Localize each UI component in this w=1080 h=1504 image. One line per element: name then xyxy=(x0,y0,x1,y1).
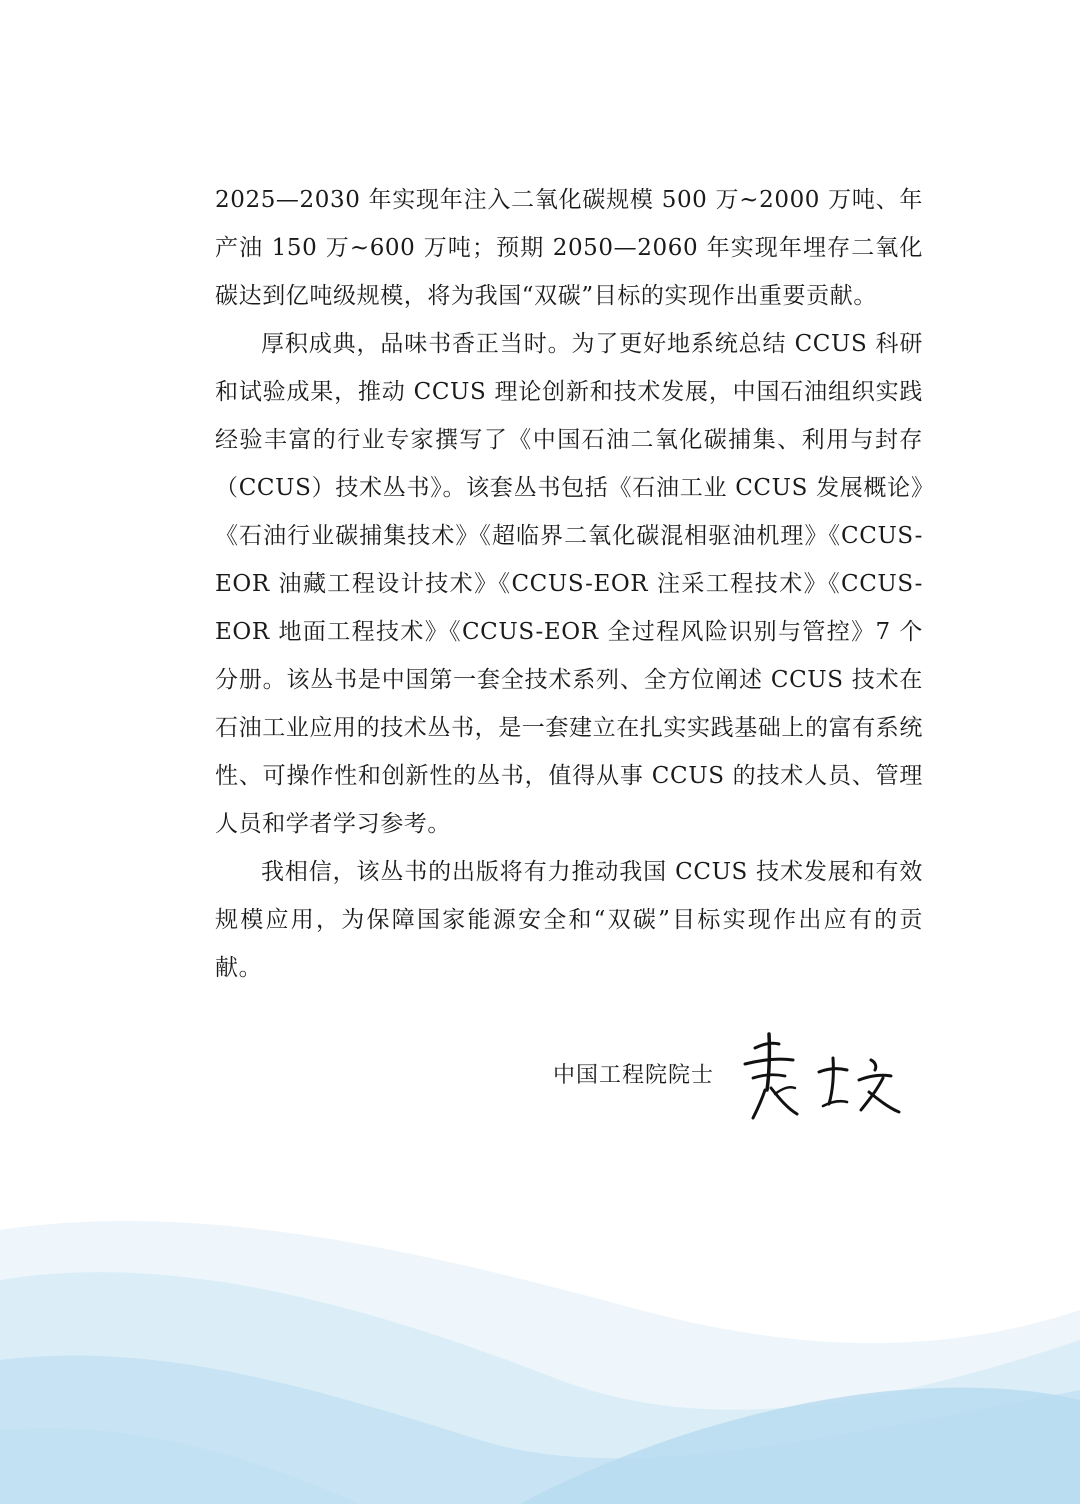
decorative-wave-background xyxy=(0,1190,1080,1504)
signature-title: 中国工程院院士 xyxy=(553,1063,715,1088)
paragraph-2: 厚积成典，品味书香正当时。为了更好地系统总结 CCUS 科研和试验成果，推动 CCUS 理论创新和技术发展，中国石油组织实践经验丰富的行业专家撰写了《中国石油二氧化碳捕集、利用与封存（CCUS）技术丛书》。该套丛书包括《石油工业 CCUS 发展概论》《石油行业碳捕集技术》《超临界二氧化碳混相驱油机理》《CCUS-EOR 油藏工程设计技术》《CCUS-EOR 注采工程技术》《CCUS-EOR 地面工程技术》《CCUS-EOR 全过程风险识别与管控》7 个分册。该丛书是中国第一套全技术系列、全方位阐述 CCUS 技术在石油工业应用的技术丛书，是一套建立在扎实实践基础上的富有系统性、可操作性和创新性的丛书，值得从事 CCUS 的技术人员、管理人员和学者学习参考。 xyxy=(215,331,923,837)
body-text xyxy=(215,176,923,992)
signature-block xyxy=(553,1030,913,1130)
handwritten-signature xyxy=(735,1030,905,1126)
paragraph-1: 2025—2030 年实现年注入二氧化碳规模 500 万~2000 万吨、年产油 150 万~600 万吨；预期 2050—2060 年实现年埋存二氧化碳达到亿吨级规模，将为我国“双碳”目标的实现作出重要贡献。 xyxy=(215,187,923,309)
paragraph-3: 我相信，该丛书的出版将有力推动我国 CCUS 技术发展和有效规模应用，为保障国家能源安全和“双碳”目标实现作出应有的贡献。 xyxy=(215,859,923,981)
